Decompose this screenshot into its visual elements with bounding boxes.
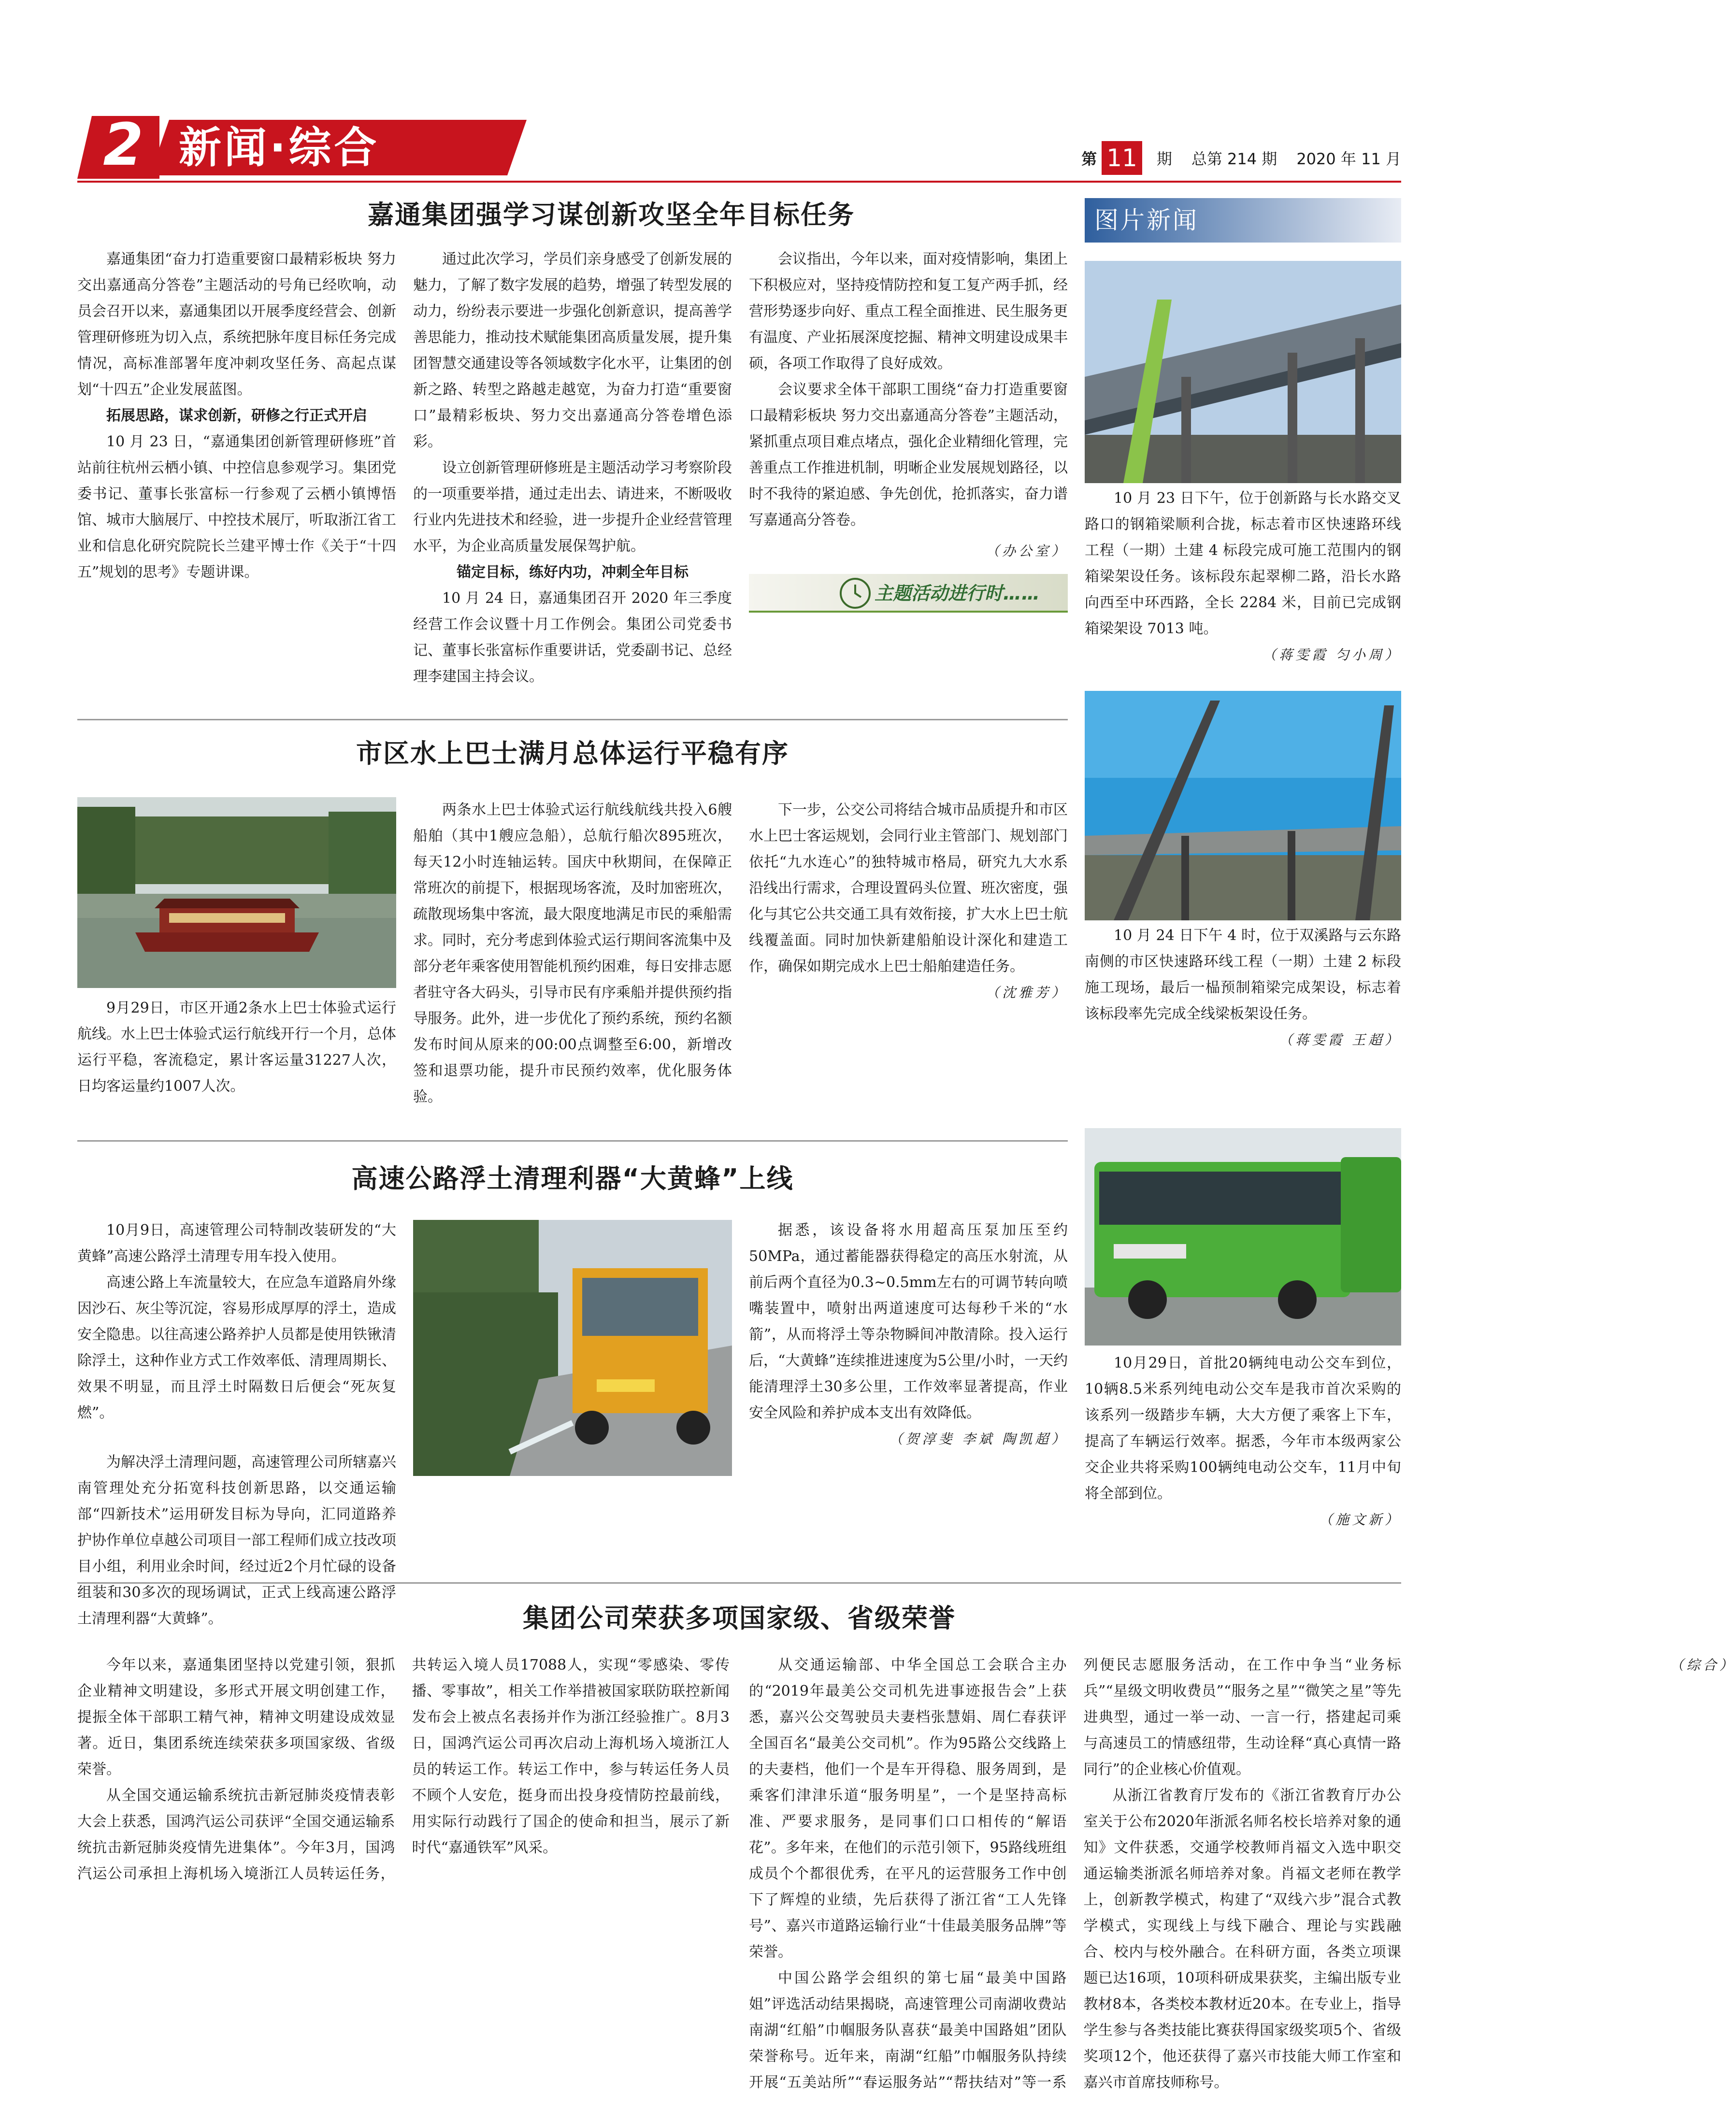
article4-paragraph: 中国公路学会组织的第七届“最美中国路姐”评选活动结果揭晓，高速管理公司南湖收费站南湖“红船”巾帼服务队喜获“最美中国路姐”团队荣誉称号。近年来，南湖“红船”巾帼服务队持续开展“五美站所”“春运服务站”“帮扶结对”等一系列便民志愿服务活动，在工作中争当“业务标兵”“星级文明收费员”“服务之星”“微笑之星”等先进典型，通过一举一动、一言一行，搭建起司乘与高速员工的情感纽带，生动诠释“真心真情一路同行”的企业核心价值观。 xyxy=(749,1657,1401,2091)
article2-caption: 9月29日，市区开通2条水上巴士体验式运行航线。水上巴士体验式运行航线开行一个月，总体运行平稳，客流稳定，累计客运量31227人次，日均客运量约1007人次。 xyxy=(77,1000,396,1095)
article4-author: （综合） xyxy=(1670,1657,1736,1673)
page-number-badge xyxy=(77,112,159,179)
article1-col1 xyxy=(77,246,396,586)
article3-paragraph: 10月9日，高速管理公司特制改装研发的“大黄蜂”高速公路浮土清理专用车投入使用。 xyxy=(77,1222,396,1265)
cleaning-truck-photo xyxy=(413,1220,732,1476)
sidebar-item-3 xyxy=(1085,1350,1401,1533)
article2-paragraph: 两条水上巴士体验式运行航线航线共投入6艘船舶（其中1艘应急船），总航行船次895班次，每天12小时连轴运转。国庆中秋期间，在保障正常班次的前提下，根据现场客流，及时加密班次，疏散现场集中客流，最大限度地满足市民的乘船需求。同时，充分考虑到体验式运行期间客流集中及部分老年乘客使用智能机预约困难，每日安排志愿者驻守各大码头，引导市民有序乘船并提供预约指导服务。此外，进一步优化了预约系统，预约名额发布时间从原来的00:00点调整至6:00，新增改签和退票功能，提升市民预约效率，优化服务体验。 xyxy=(413,802,732,1105)
section-title: 新闻·综合 xyxy=(179,123,380,172)
article4-title: 集团公司荣获多项国家级、省级荣誉 xyxy=(523,1603,956,1633)
clock-icon xyxy=(836,574,875,613)
sidebar-caption: 10 月 23 日下午，位于创新路与长水路交叉路口的钢箱梁顺利合拢，标志着市区快速路环线工程（一期）土建 4 标段完成可施工范围内的钢箱梁架设任务。该标段东起翠柳二路，沿长水路向西至中环西路，全长 2284 米，目前已完成钢箱梁架设 7013 吨。 xyxy=(1085,490,1401,637)
article3-paragraph: 为解决浮土清理问题，高速管理公司所辖嘉兴南管理处充分拓宽科技创新思路，以交通运输部“四新技术”运用研发目标为导向，汇同道路养护协作单位卓越公司项目一部工程师们成立技改项目小组，利用业余时间，经过近2个月忙碌的设备组装和30多次的现场调试，正式上线高速公路浮土清理利器“大黄蜂”。 xyxy=(77,1454,396,1627)
divider xyxy=(77,1582,1401,1584)
article3-col1 xyxy=(77,1217,396,1426)
article1-paragraph: 10 月 24 日，嘉通集团召开 2020 年三季度经营工作会议暨十月工作例会。集团公司党委书记、董事长张富标作重要讲话，党委副书记、总经理李建国主持会议。 xyxy=(413,590,732,685)
article4-paragraph: 从交通运输部、中华全国总工会联合主办的“2019年最美公交司机先进事迹报告会”上获悉，嘉兴公交驾驶员夫妻档张慧娟、周仁春获评全国百名“最美公交司机”。作为95路公交线路上的夫妻档，他们一个是车开得稳、服务周到，是乘客们津津乐道“服务明星”，一个是坚持高标准、严要求服务，是同事们口口相传的“解语花”。多年来，在他们的示范引领下，95路线班组成员个个都很优秀，在平凡的运营服务工作中创下了辉煌的业绩，先后获得了浙江省“工人先锋号”、嘉兴市道路运输行业“十佳最美服务品牌”等荣誉。 xyxy=(749,1657,1067,1961)
article2-paragraph: 下一步，公交公司将结合城市品质提升和市区水上巴士客运规划，会同行业主管部门、规划部门依托“九水连心”的独特城市格局，研究九大水系沿线出行需求，合理设置码头位置、班次密度，强化与其它公共交通工具有效衔接，扩大水上巴士航线覆盖面。同时加快新建船舶设计深化和建造工作，确保如期完成水上巴士船舶建造任务。 xyxy=(749,802,1068,975)
article3-author: （贺淳斐 李斌 陶凯超） xyxy=(889,1431,1068,1447)
issue-number: 11 xyxy=(1102,141,1142,175)
article2-author: （沈雅芳） xyxy=(985,985,1068,1001)
masthead-rule xyxy=(77,181,1401,183)
article4-paragraph: 从全国交通运输系统抗击新冠肺炎疫情表彰大会上获悉，国鸿汽运公司获评“全国交通运输系统抗击新冠肺炎疫情先进集体”。今年3月，国鸿汽运公司承担上海机场入境浙江人员转运任务，共转运入境人员17088人，实现“零感染、零传播、零事故”，相关工作举措被国家联防联控新闻发布会上被点名表扬并作为浙江经验推广。8月3日，国鸿汽运公司再次启动上海机场入境浙江人员的转运工作。转运工作中，参与转运任务人员不顾个人安危，挺身而出投身疫情防控最前线，用实际行动践行了国企的使命和担当，展示了新时代“嘉通铁军”风采。 xyxy=(77,1657,730,1882)
sidebar-item-2 xyxy=(1085,923,1401,1053)
total-issue: 总第 214 期 xyxy=(1191,150,1277,168)
article1-col2b xyxy=(413,246,732,690)
sidebar-author: （蒋雯霞 王超） xyxy=(1279,1032,1401,1048)
issue-prefix: 第 xyxy=(1081,150,1097,168)
issue-info xyxy=(1081,141,1401,175)
electric-bus-photo xyxy=(1085,1128,1401,1346)
page-number: 2 xyxy=(103,112,143,179)
theme-banner xyxy=(749,574,1068,613)
article1-title: 嘉通集团强学习谋创新攻坚全年目标任务 xyxy=(368,200,855,230)
article1-col3 xyxy=(749,246,1068,613)
article1-paragraph: 通过此次学习，学员们亲身感受了创新发展的魅力，了解了数字发展的趋势，增强了转型发展的动力，纷纷表示要进一步强化创新意识，提高善学善思能力，推动技术赋能集团高质量发展，提升集团智慧交通建设等各领域数字化水平，让集团的创新之路、转型之路越走越宽，为奋力打造“重要窗口”最精彩板块、努力交出嘉通高分答卷增色添彩。 xyxy=(413,251,732,450)
article2-caption-col xyxy=(77,995,396,1100)
theme-banner-text: 主题活动进行时…… xyxy=(875,583,1040,604)
article1-paragraph: 10 月 23 日，“嘉通集团创新管理研修班”首站前往杭州云栖小镇、中控信息参观学习。集团党委书记、董事长张富标一行参观了云栖小镇博悟馆、城市大脑展厅、中控技术展厅，听取浙江省工业和信息化研究院院长兰建平博士作《关于“十四五”规划的思考》专题讲课。 xyxy=(77,433,396,581)
sidebar-caption: 10月29日，首批20辆纯电动公交车到位，10辆8.5米系列纯电动公交车是我市首次采购的该系列一级踏步车辆，大大方便了乘客上下车，提高了车辆运行效率。据悉，今年市本级两家公交企业共将采购100辆纯电动公交车，11月中旬将全部到位。 xyxy=(1085,1355,1401,1502)
article3-col3 xyxy=(749,1217,1068,1452)
article2-col3 xyxy=(749,797,1068,1006)
divider xyxy=(77,719,1068,720)
section-banner xyxy=(150,120,527,175)
masthead xyxy=(77,112,1401,179)
bridge-crane-photo xyxy=(1085,261,1401,483)
article3-title: 高速公路浮土清理利器“大黄蜂”上线 xyxy=(351,1163,794,1194)
article4-paragraph: 今年以来，嘉通集团坚持以党建引领，狠抓企业精神文明建设，多形式开展文明创建工作，提振全体干部职工精气神，精神文明建设成效显著。近日，集团系统连续荣获多项国家级、省级荣誉。 xyxy=(77,1657,395,1778)
article2-title: 市区水上巴士满月总体运行平稳有序 xyxy=(356,738,789,769)
sidebar-caption: 10 月 24 日下午 4 时，位于双溪路与云东路南侧的市区快速路环线工程（一期）土建 2 标段施工现场，最后一榀预制箱梁完成架设，标志着该标段率先完成全线梁板架设任务。 xyxy=(1085,927,1401,1022)
article4-col3 xyxy=(749,1652,1736,2097)
sidebar-item-1 xyxy=(1085,486,1401,668)
sidebar-header-title: 图片新闻 xyxy=(1094,206,1199,234)
article1-paragraph: 嘉通集团“奋力打造重要窗口最精彩板块 努力交出嘉通高分答卷”主题活动的号角已经吹响，动员会召开以来，嘉通集团以开展季度经营会、创新管理研修班为切入点，系统把脉年度目标任务完成情况，高标准部署年度冲刺攻坚任务、高起点谋划“十四五”企业发展蓝图。 xyxy=(77,251,396,398)
article1-paragraph: 会议指出，今年以来，面对疫情影响，集团上下积极应对，坚持疫情防控和复工复产两手抓，经营形势逐步向好、重点工程全面推进、民生服务更有温度、产业拓展深度挖掘、精神文明建设成果丰硕，各项工作取得了良好成效。 xyxy=(749,251,1068,372)
bridge-beam-photo xyxy=(1085,691,1401,920)
article1-paragraph: 会议要求全体干部职工围绕“奋力打造重要窗口最精彩板块 努力交出嘉通高分答卷”主题活动，紧抓重点项目难点堵点，强化企业精细化管理，完善重点工作推进机制，明晰企业发展规划路径，以时不我待的紧迫感、争先创优，抢抓落实，奋力谱写嘉通高分答卷。 xyxy=(749,381,1068,529)
article3-paragraph: 据悉，该设备将水用超高压泵加压至约50MPa，通过蓄能器获得稳定的高压水射流，从前后两个直径为0.3~0.5mm左右的可调节转向喷嘴装置中，喷射出两道速度可达每秒千米的“水箭”，从而将浮土等杂物瞬间冲散清除。投入运行后，“大黄蜂”连续推进速度为5公里/小时，一天约能清理浮土30多公里，工作效率显著提高，作业安全风险和养护成本支出有效降低。 xyxy=(749,1222,1068,1421)
issue-suffix: 期 xyxy=(1156,150,1172,168)
boat-photo xyxy=(77,797,396,988)
sidebar-header xyxy=(1085,198,1401,243)
article1-subheading: 拓展思路，谋求创新，研修之行正式开启 xyxy=(106,407,367,424)
article4-col1 xyxy=(77,1652,730,2097)
article2-col2 xyxy=(413,797,732,1145)
sidebar-author: （施文新） xyxy=(1319,1512,1401,1528)
issue-date: 2020 年 11 月 xyxy=(1296,150,1401,168)
article4-paragraph: 从浙江省教育厅发布的《浙江省教育厅办公室关于公布2020年浙派名师名校长培养对象的通知》文件获悉，交通学校教师肖福文入选中职交通运输类浙派名师培养对象。肖福文老师在教学上，创新教学模式，构建了“双线六步”混合式教学模式，实现线上与线下融合、理论与实践融合、校内与校外融合。在科研方面，各类立项课题已达16项，10项科研成果获奖，主编出版专业教材8本，各类校本教材近20本。在专业上，指导学生参与各类技能比赛获得国家级奖项5个、省级奖项12个，他还获得了嘉兴市技能大师工作室和嘉兴市首席技师称号。 xyxy=(1083,1787,1401,2091)
article3-col2-text xyxy=(413,1483,732,1589)
article1-subheading: 锚定目标，练好内功，冲刺全年目标 xyxy=(457,564,689,581)
divider xyxy=(77,1140,1068,1142)
article3-paragraph: 高速公路上车流量较大，在应急车道路肩外缘因沙石、灰尘等沉淀，容易形成厚厚的浮土，造成安全隐患。以往高速公路养护人员都是使用铁锹清除浮土，这种作业方式工作效率低、清理周期长、效果不明显，而且浮土时隔数日后便会“死灰复燃”。 xyxy=(77,1274,396,1421)
article1-author: （办公室） xyxy=(985,543,1068,559)
article1-paragraph: 设立创新管理研修班是主题活动学习考察阶段的一项重要举措，通过走出去、请进来，不断吸收行业内先进技术和经验，进一步提升企业经营管理水平，为企业高质量发展保驾护航。 xyxy=(413,459,732,555)
sidebar-author: （蒋雯霞 匀小周） xyxy=(1263,647,1401,663)
